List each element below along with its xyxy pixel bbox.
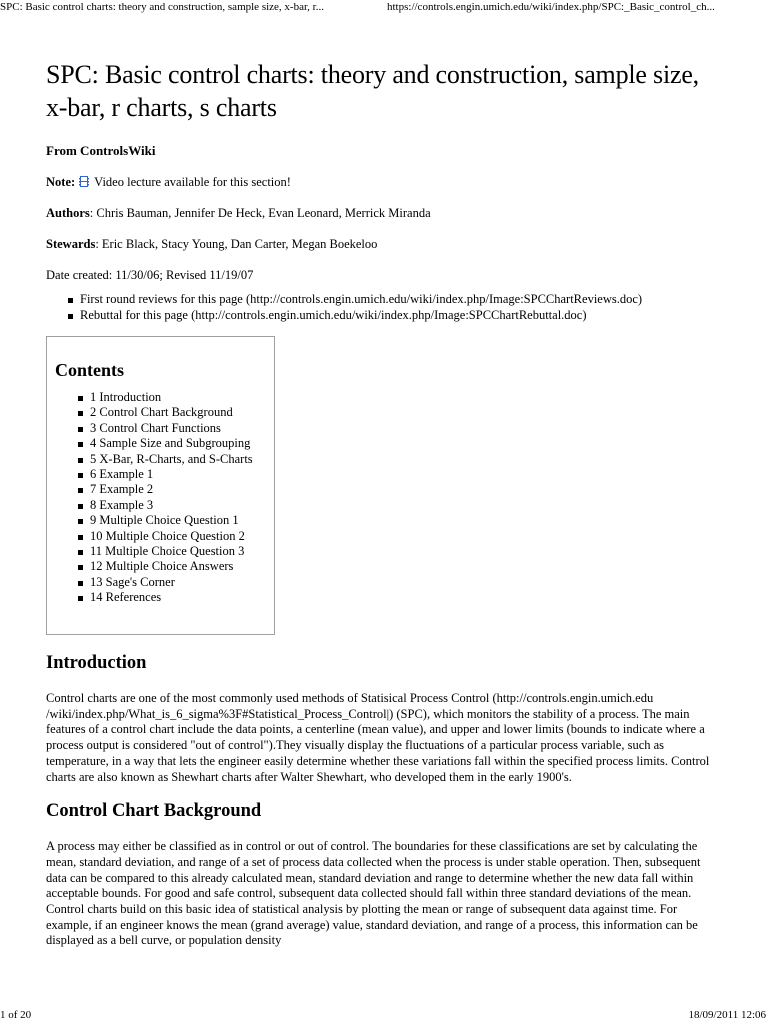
print-footer xyxy=(0,1008,768,1024)
toc-item-control-chart-background[interactable]: 2 Control Chart Background xyxy=(90,405,274,420)
page-count: 1 of 20 xyxy=(0,1009,32,1021)
review-link-first-round[interactable]: First round reviews for this page (http://controls.engin.umich.edu/wiki/index.php/Image:SPCChartReviews.doc) xyxy=(80,292,722,308)
stewards-label: Stewards xyxy=(46,237,96,251)
toc-list xyxy=(47,390,274,606)
toc-item-mcq-3[interactable]: 11 Multiple Choice Question 3 xyxy=(90,544,274,559)
toc-item-mcq-2[interactable]: 10 Multiple Choice Question 2 xyxy=(90,529,274,544)
note-line xyxy=(46,174,722,190)
section-heading-background: Control Chart Background xyxy=(46,801,262,822)
table-of-contents xyxy=(46,336,275,635)
print-header-url: https://controls.engin.umich.edu/wiki/index.php/SPC:_Basic_control_ch... xyxy=(387,1,715,13)
toc-item-xbar-r-s-charts[interactable]: 5 X-Bar, R-Charts, and S-Charts xyxy=(90,452,274,467)
note-label: Note: xyxy=(46,175,76,189)
toc-item-references[interactable]: 14 References xyxy=(90,590,274,605)
introduction-paragraph: Control charts are one of the most commonly used methods of Statisical Process Control (http://controls.engin.umich.edu /wiki/index.php/What_is_6_sigma%3F#Statistical_Process_Control|) (SPC), which monitors the stability of a process. The main features of a control chart include the data points, a centerline (mean value), and upper and lower limits (bounds to indicate where a process output is considered "out of control").They visually display the fluctuations of a particular process variable, such as temperature, in a way that lets the engineer easily determine whether these variations fall within the specified process limits. Control charts are also known as Shewhart charts after Walter Shewhart, who developed them in the early 1900's. xyxy=(46,691,710,784)
note-text[interactable]: Video lecture available for this section! xyxy=(91,175,291,189)
toc-item-mcq-1[interactable]: 9 Multiple Choice Question 1 xyxy=(90,513,274,528)
stewards-line xyxy=(46,236,722,252)
authors-text: : Chris Bauman, Jennifer De Heck, Evan Leonard, Merrick Miranda xyxy=(89,206,431,220)
toc-item-sages-corner[interactable]: 13 Sage's Corner xyxy=(90,575,274,590)
background-paragraph: A process may either be classified as in control or out of control. The boundaries for these classifications are set by calculating the mean, standard deviation, and range of a set of process data collected when the process is under stable operation. Then, subsequent data can be compared to this already calculated mean, standard deviation and range to determine whether the new data fall within acceptable bounds. For good and safe control, subsequent data collected should fall within three standard deviations of the mean. Control charts build on this basic idea of statistical analysis by plotting the mean or range of subsequent data against time. For example, if an engineer knows the mean (grand average) value, standard deviation, and range of a process, this information can be displayed as a bell curve, or population density xyxy=(46,839,701,948)
article-content xyxy=(46,58,722,949)
stewards-text: : Eric Black, Stacy Young, Dan Carter, Megan Boekeloo xyxy=(95,237,378,251)
review-link-rebuttal[interactable]: Rebuttal for this page (http://controls.engin.umich.edu/wiki/index.php/Image:SPCChartRebuttal.doc) xyxy=(80,308,722,324)
toc-item-example-1[interactable]: 6 Example 1 xyxy=(90,467,274,482)
section-heading-introduction: Introduction xyxy=(46,653,147,673)
page-title: SPC: Basic control charts: theory and construction, sample size, x-bar, r charts, s charts xyxy=(46,60,699,122)
from-line: From ControlsWiki xyxy=(46,143,156,158)
toc-title: Contents xyxy=(55,360,125,380)
authors-label: Authors xyxy=(46,206,90,220)
toc-item-example-3[interactable]: 8 Example 3 xyxy=(90,498,274,513)
video-icon[interactable] xyxy=(79,175,89,186)
date-line: Date created: 11/30/06; Revised 11/19/07 xyxy=(46,268,254,282)
print-timestamp: 18/09/2011 12:06 xyxy=(688,1009,766,1021)
print-header xyxy=(0,0,768,16)
toc-item-control-chart-functions[interactable]: 3 Control Chart Functions xyxy=(90,421,274,436)
authors-line xyxy=(46,205,722,221)
toc-item-introduction[interactable]: 1 Introduction xyxy=(90,390,274,405)
toc-item-example-2[interactable]: 7 Example 2 xyxy=(90,482,274,497)
toc-item-mcq-answers[interactable]: 12 Multiple Choice Answers xyxy=(90,559,274,574)
print-header-title: SPC: Basic control charts: theory and construction, sample size, x-bar, r... xyxy=(0,1,324,13)
toc-item-sample-size[interactable]: 4 Sample Size and Subgrouping xyxy=(90,436,274,451)
reviews-list xyxy=(46,292,722,323)
